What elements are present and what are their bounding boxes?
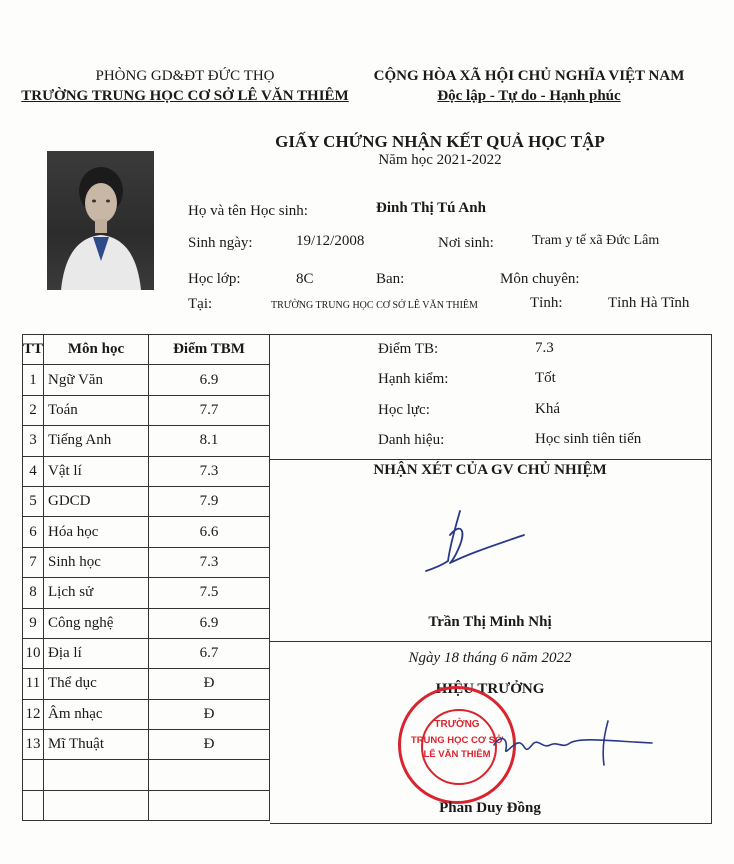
title-value: Học sinh tiên tiến — [535, 431, 642, 447]
row-number: 1 — [23, 365, 44, 395]
subject-score: 6.9 — [149, 608, 270, 638]
stamp-line1: TRƯỜNG — [434, 719, 480, 730]
header-subject: Môn học — [44, 335, 149, 365]
class-label: Học lớp: — [188, 271, 241, 287]
table-row — [23, 395, 270, 425]
row-number: 11 — [23, 669, 44, 699]
subject-score: Đ — [149, 669, 270, 699]
issue-date: Ngày 18 tháng 6 năm 2022 — [408, 650, 572, 666]
specialty-label: Môn chuyên: — [500, 271, 580, 287]
subject-score: 7.7 — [149, 395, 270, 425]
table-row — [23, 638, 270, 668]
subject-name — [44, 760, 149, 790]
conduct-value: Tốt — [535, 370, 556, 386]
subject-name: Lịch sử — [44, 578, 149, 608]
academic-value: Khá — [535, 401, 560, 417]
department-name: PHÒNG GD&ĐT ĐỨC THỌ — [95, 68, 275, 84]
academic-label: Học lực: — [378, 402, 430, 418]
subject-name: Tiếng Anh — [44, 426, 149, 456]
stamp-line2: TRUNG HỌC CƠ SỞ — [410, 735, 504, 746]
avg-label: Điểm TB: — [378, 341, 439, 357]
row-number: 2 — [23, 395, 44, 425]
row-number: 3 — [23, 426, 44, 456]
at-label: Tại: — [188, 296, 213, 312]
student-portrait-image — [47, 151, 154, 290]
subject-name: Thể dục — [44, 669, 149, 699]
stream-label: Ban: — [376, 271, 405, 287]
row-number: 10 — [23, 638, 44, 668]
subject-score: 7.3 — [149, 456, 270, 486]
subject-score: 7.9 — [149, 486, 270, 516]
table-row — [23, 790, 270, 820]
row-number — [23, 760, 44, 790]
subject-score: Đ — [149, 699, 270, 729]
table-row — [23, 730, 270, 760]
avg-value: 7.3 — [535, 340, 554, 356]
subject-name: Ngữ Văn — [44, 365, 149, 395]
teacher-comment-heading: NHẬN XÉT CỦA GV CHỦ NHIỆM — [373, 462, 607, 478]
principal-heading: HIỆU TRƯỞNG — [435, 681, 545, 697]
table-row — [23, 456, 270, 486]
subject-name: Công nghệ — [44, 608, 149, 638]
student-name: Đinh Thị Tú Anh — [376, 200, 486, 216]
header-tt: TT — [23, 335, 44, 365]
subject-score: 8.1 — [149, 426, 270, 456]
subject-score: 6.9 — [149, 365, 270, 395]
row-number: 8 — [23, 578, 44, 608]
table-header-row — [23, 335, 270, 365]
table-row — [23, 578, 270, 608]
grades-table — [22, 334, 270, 821]
table-row — [23, 517, 270, 547]
nation-header: CỘNG HÒA XÃ HỘI CHỦ NGHĨA VIỆT NAM — [373, 68, 685, 84]
subject-name: Hóa học — [44, 517, 149, 547]
subject-score: 7.3 — [149, 547, 270, 577]
dob-value: 19/12/2008 — [296, 233, 365, 249]
subject-name — [44, 790, 149, 820]
row-number: 9 — [23, 608, 44, 638]
conduct-label: Hạnh kiểm: — [378, 371, 449, 387]
subject-score: 7.5 — [149, 578, 270, 608]
motto: Độc lập - Tự do - Hạnh phúc — [437, 88, 621, 104]
province-label: Tỉnh: — [530, 295, 563, 311]
row-number — [23, 790, 44, 820]
school-name-header: TRƯỜNG TRUNG HỌC CƠ SỞ LÊ VĂN THIÊM — [21, 88, 349, 104]
principal-signature — [490, 715, 660, 775]
subject-name: Sinh học — [44, 547, 149, 577]
teacher-name: Trần Thị Minh Nhị — [428, 614, 552, 630]
subject-name: Địa lí — [44, 638, 149, 668]
province-value: Tỉnh Hà Tĩnh — [608, 295, 690, 311]
subject-name: Toán — [44, 395, 149, 425]
dob-label: Sinh ngày: — [188, 235, 253, 251]
school-value: TRƯỜNG TRUNG HỌC CƠ SỞ LÊ VĂN THIÊM — [271, 300, 478, 311]
subject-score — [149, 790, 270, 820]
student-photo — [47, 151, 154, 290]
subject-score: Đ — [149, 730, 270, 760]
subject-score — [149, 760, 270, 790]
table-row — [23, 669, 270, 699]
table-row — [23, 486, 270, 516]
row-number: 12 — [23, 699, 44, 729]
subject-name: Mĩ Thuật — [44, 730, 149, 760]
subject-score: 6.6 — [149, 517, 270, 547]
row-number: 6 — [23, 517, 44, 547]
divider-teacher — [270, 641, 711, 642]
teacher-signature — [420, 505, 530, 575]
principal-name: Phan Duy Đồng — [439, 800, 541, 816]
subject-name: GDCD — [44, 486, 149, 516]
row-number: 5 — [23, 486, 44, 516]
birthplace-label: Nơi sinh: — [438, 235, 494, 251]
row-number: 4 — [23, 456, 44, 486]
row-number: 7 — [23, 547, 44, 577]
table-row — [23, 547, 270, 577]
document-title: GIẤY CHỨNG NHẬN KẾT QUẢ HỌC TẬP — [275, 132, 605, 151]
table-row — [23, 365, 270, 395]
header-score: Điểm TBM — [149, 335, 270, 365]
subject-score: 6.7 — [149, 638, 270, 668]
table-row — [23, 760, 270, 790]
title-label: Danh hiệu: — [378, 432, 445, 448]
table-row — [23, 426, 270, 456]
student-name-label: Họ và tên Học sinh: — [188, 203, 308, 219]
school-year: Năm học 2021-2022 — [378, 152, 502, 168]
birthplace-value: Tram y tế xã Đức Lâm — [532, 233, 660, 248]
divider-summary — [270, 459, 711, 460]
stamp-line3: LÊ VĂN THIÊM — [423, 749, 491, 760]
class-value: 8C — [296, 271, 314, 287]
subject-name: Vật lí — [44, 456, 149, 486]
table-row — [23, 608, 270, 638]
table-row — [23, 699, 270, 729]
subject-name: Âm nhạc — [44, 699, 149, 729]
row-number: 13 — [23, 730, 44, 760]
